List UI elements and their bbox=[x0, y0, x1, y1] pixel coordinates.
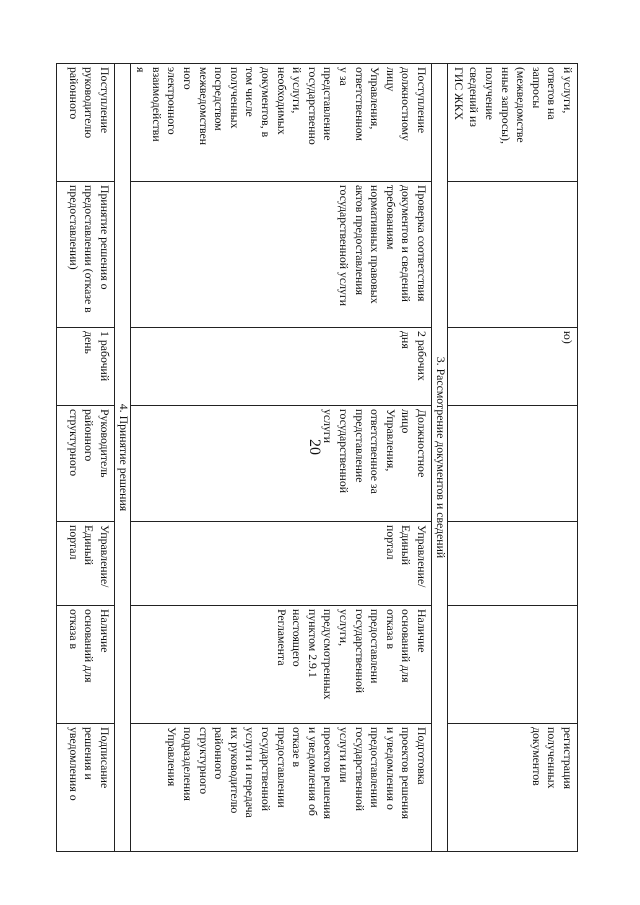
table-cell bbox=[448, 182, 578, 328]
table-row bbox=[56, 64, 114, 852]
table-cell: Наличие оснований для отказа в bbox=[56, 606, 114, 724]
section-title: 4. Принятие решения bbox=[114, 64, 130, 852]
page-number: 20 bbox=[306, 439, 323, 455]
section-header-row bbox=[114, 64, 130, 852]
table-cell: 2 рабочих дня bbox=[130, 328, 431, 406]
table-cell: регистрация полученных документов bbox=[448, 724, 578, 852]
table-cell: Управление/ Единый портал bbox=[56, 522, 114, 606]
table-cell: 1 рабочий день bbox=[56, 328, 114, 406]
table-cell: Должностное лицо Управления, ответственное за представление государственной услуги bbox=[130, 406, 431, 522]
table-cell: Управление/ Единый портал bbox=[130, 522, 431, 606]
table-cell bbox=[448, 606, 578, 724]
table-cell: й услуги, ответов на запросы (межведомстве нные запросы), получение сведений из ГИС ЖКХ bbox=[448, 64, 578, 182]
section-header-row bbox=[432, 64, 448, 852]
table-row bbox=[130, 64, 431, 852]
table-cell: Наличие оснований для отказа в предоставлени государственной услуги, предусмотренных пунктом 2.9.1 настоящего Регламента bbox=[130, 606, 431, 724]
table-cell: Проверка соответствия документов и сведений требованиям нормативных правовых актов предоставления государственной услуги bbox=[130, 182, 431, 328]
section-title: 3. Рассмотрение документов и сведений bbox=[432, 64, 448, 852]
table-cell: Подготовка проектов решения и уведомления о предоставлении государственной услуги или проектов решения и уведомления об отказе в предоставлении государственной услуги и передача их руководителю районного структурного подразделения Управления bbox=[130, 724, 431, 852]
table-cell: Поступление должностному лицу Управления, ответственном у за представление государственно й услуги, необходимых документов, в том числе полученных посредством межведомствен ного электронного взаимодействи я bbox=[130, 64, 431, 182]
table-cell bbox=[448, 406, 578, 522]
procedure-table bbox=[56, 63, 578, 852]
table-cell bbox=[448, 522, 578, 606]
table-row bbox=[448, 64, 578, 852]
table-cell: Подписание решения и уведомления о bbox=[56, 724, 114, 852]
table-cell: Руководитель районного структурного bbox=[56, 406, 114, 522]
table-cell: Принятие решения о предоставлении (отказе в предоставлении) bbox=[56, 182, 114, 328]
table-cell: ю) bbox=[448, 328, 578, 406]
table-cell: Поступление руководителю районного bbox=[56, 64, 114, 182]
